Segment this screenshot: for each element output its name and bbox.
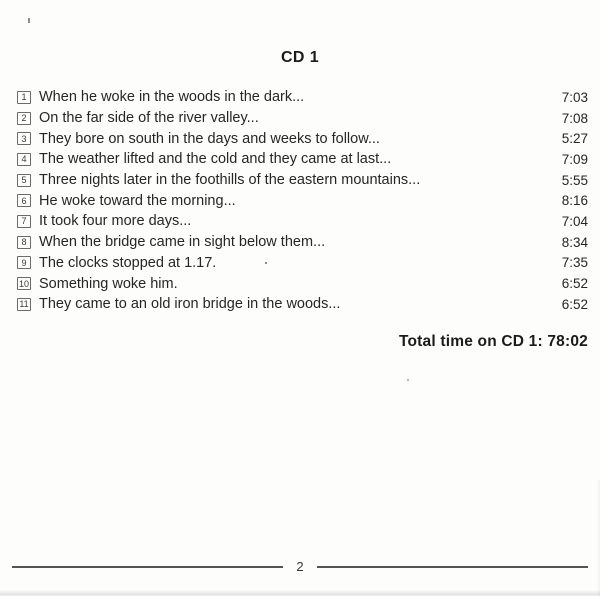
track-row (17, 170, 588, 191)
track-row (17, 211, 588, 232)
page-number: 2 (296, 559, 304, 574)
track-title: The weather lifted and the cold and they came at last... (39, 151, 392, 168)
track-time: 6:52 (561, 276, 588, 292)
track-time: 6:52 (561, 296, 588, 312)
footer-rule-right (317, 566, 588, 568)
track-time: 7:04 (561, 213, 588, 229)
track-title: When the bridge came in sight below them... (39, 234, 326, 251)
track-number-box: 1 (17, 91, 31, 104)
track-row (17, 87, 588, 108)
track-list (17, 87, 588, 315)
track-title: When he woke in the woods in the dark... (39, 89, 305, 106)
track-row (17, 108, 588, 129)
track-title: Something woke him. (39, 275, 178, 292)
track-number-box: 11 (17, 298, 31, 311)
track-number-box: 3 (17, 132, 31, 145)
total-time-label: Total time on CD 1: 78:02 (398, 333, 588, 350)
track-number-box: 4 (17, 153, 31, 166)
track-row (17, 253, 588, 274)
scan-edge-shadow-right (596, 480, 600, 596)
track-time: 7:35 (561, 255, 588, 271)
track-number-box: 10 (18, 278, 29, 289)
scan-artifact-speck (28, 18, 30, 23)
track-time: 7:03 (561, 89, 588, 105)
track-row (17, 294, 588, 315)
track-title: They came to an old iron bridge in the woods... (39, 296, 341, 313)
track-row (17, 149, 588, 170)
track-title: Three nights later in the foothills of the eastern mountains... (39, 172, 421, 189)
scan-artifact-speck (265, 262, 267, 264)
track-time: 5:55 (561, 172, 588, 188)
track-number-box: 2 (17, 112, 31, 125)
page-footer (12, 560, 588, 573)
track-number-box: 6 (17, 194, 31, 207)
footer-rule-left (12, 566, 283, 568)
track-time: 7:09 (561, 151, 588, 167)
track-number-box: 5 (17, 174, 31, 187)
track-row (17, 128, 588, 149)
track-row (17, 190, 588, 211)
track-title: He woke toward the morning... (39, 192, 236, 209)
track-title: They bore on south in the days and weeks to follow... (39, 130, 380, 147)
track-number-box: 9 (17, 256, 31, 269)
scan-edge-shadow-bottom (0, 590, 600, 596)
track-number-box: 7 (17, 215, 31, 228)
track-time: 8:34 (561, 234, 588, 250)
track-title: On the far side of the river valley... (39, 110, 259, 127)
track-number-box: 8 (17, 236, 31, 249)
track-time: 5:27 (561, 131, 588, 147)
track-time: 8:16 (561, 193, 588, 209)
page-title: CD 1 (280, 49, 320, 66)
track-row (17, 232, 588, 253)
track-row (17, 273, 588, 294)
track-time: 7:08 (561, 110, 588, 126)
track-title: It took four more days... (39, 213, 192, 230)
track-title: The clocks stopped at 1.17. (39, 254, 217, 271)
scan-artifact-speck (407, 379, 409, 381)
